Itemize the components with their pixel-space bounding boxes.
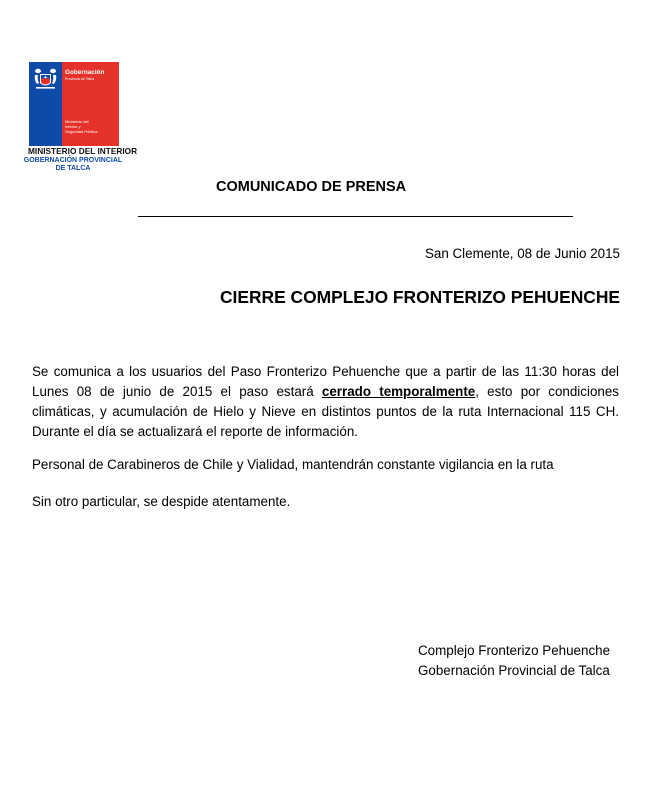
signature-line: Complejo Fronterizo Pehuenche <box>418 643 611 658</box>
gobernacion-label <box>21 157 125 174</box>
place-date: San Clemente, 08 de Junio 2015 <box>424 246 620 261</box>
gobernacion-label-line: DE TALCA <box>55 165 91 173</box>
paragraph-main <box>32 362 619 442</box>
title-underline <box>138 216 573 217</box>
headline: CIERRE COMPLEJO FRONTERIZO PEHUENCHE <box>219 287 620 307</box>
gobernacion-label-line: GOBERNACIÓN PROVINCIAL <box>23 157 123 164</box>
logo-ministry-line: Seguridad Pública <box>65 129 98 134</box>
signature-line: Gobernación Provincial de Talca <box>418 663 610 678</box>
logo-blue-panel <box>29 62 62 146</box>
paragraph-vigilance: Personal de Carabineros de Chile y Vialidad, mantendrán constante vigilancia en la ruta <box>32 457 554 472</box>
chile-coat-of-arms-icon <box>31 66 60 92</box>
document-type-title: COMUNICADO DE PRENSA <box>216 179 407 195</box>
logo-subtitle: Provincia de Talca <box>65 77 95 81</box>
ministerio-label: MINISTERIO DEL INTERIOR <box>28 146 138 156</box>
logo-title: Gobernación <box>65 69 105 76</box>
logo-ministry <box>65 119 117 134</box>
paragraph-main-end: , esto por condiciones climáticas, y acumulación de Hielo y Nieve en distintos puntos de la ruta Internacional 115 CH. Durante el día se actualizará el reporte de información. <box>32 384 619 439</box>
logo-ministry-line: Interior y <box>65 124 81 129</box>
signature-block <box>418 641 610 681</box>
paragraph-main-start: Se comunica a los usuarios del Paso Fronterizo Pehuenche que a partir de las 11:30 horas del Lunes 08 de junio de 2015 el paso estará <box>32 364 619 399</box>
closing-line: Sin otro particular, se despide atentamente. <box>32 494 291 509</box>
logo-ministry-line: Ministerio del <box>65 119 89 124</box>
closure-emphasis: cerrado temporalmente <box>321 384 476 399</box>
gobernacion-logo <box>29 62 119 146</box>
